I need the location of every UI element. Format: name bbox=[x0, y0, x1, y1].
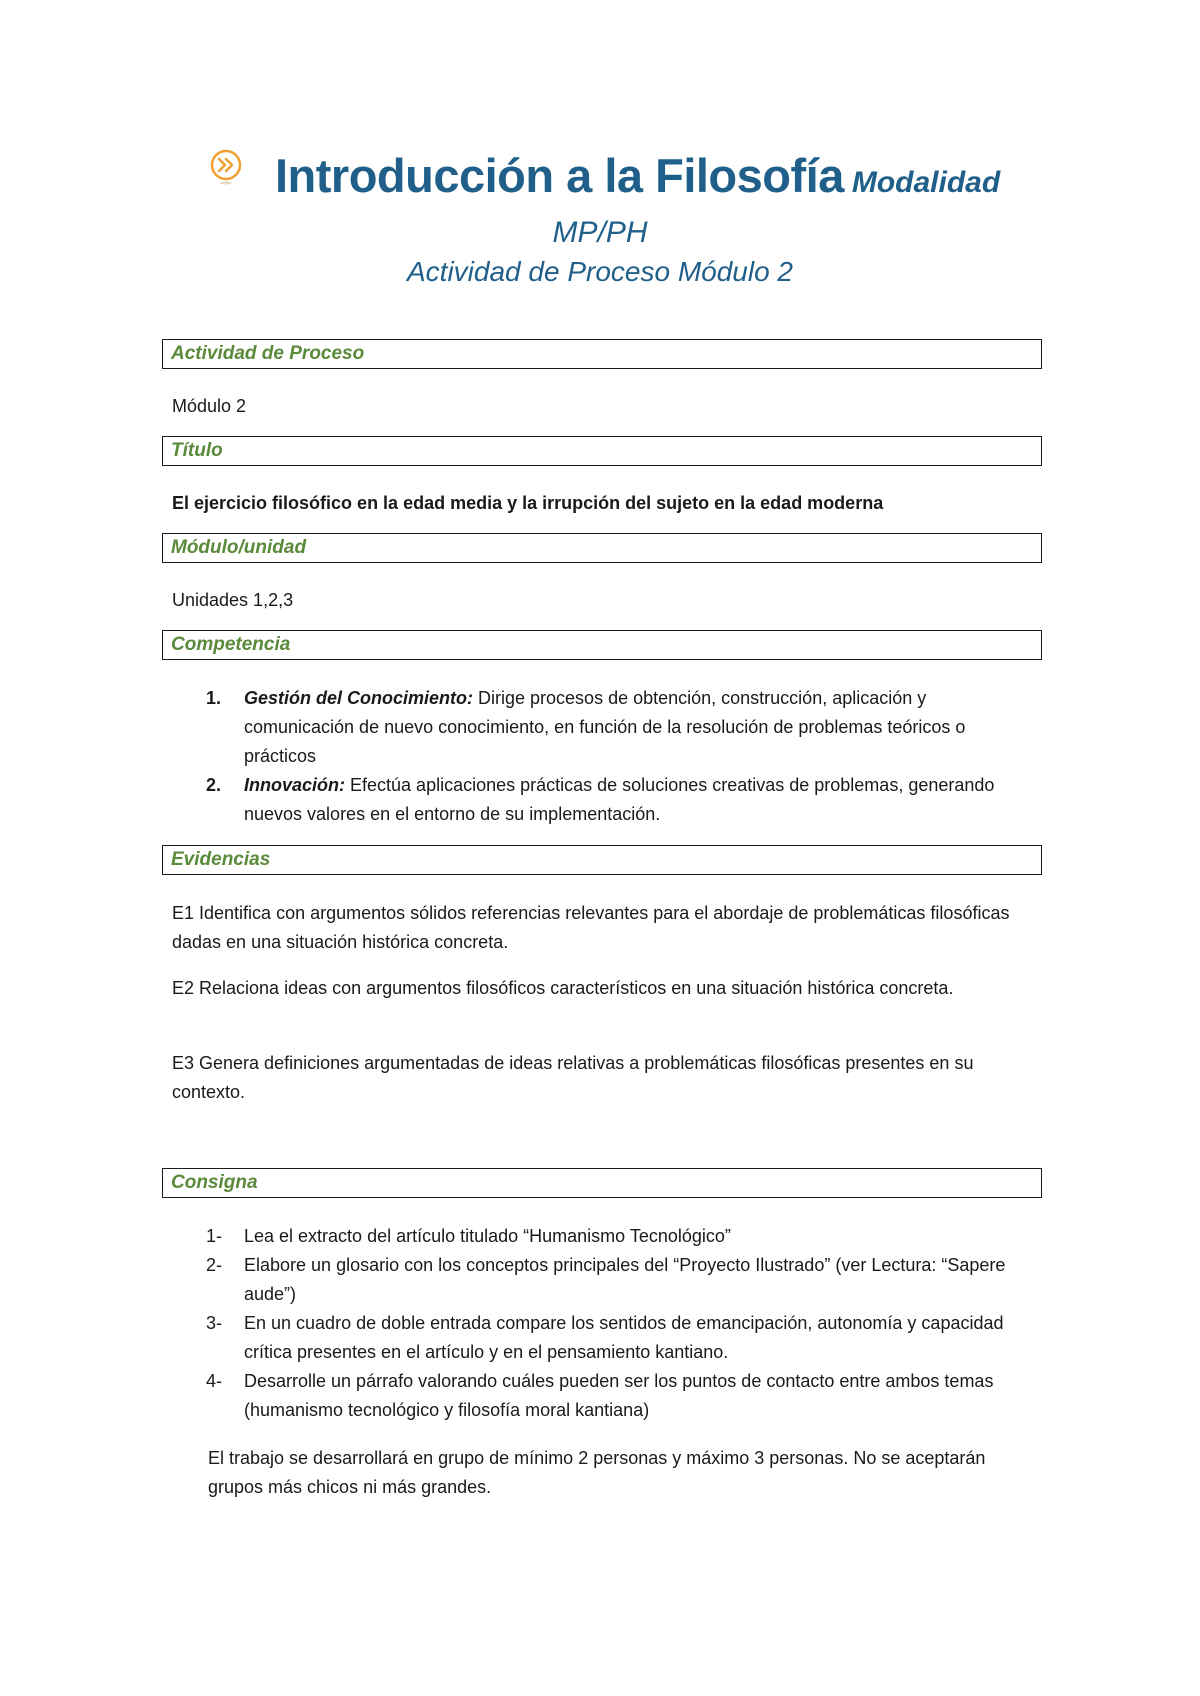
list-number: 4- bbox=[206, 1371, 223, 1391]
section-header-modulo bbox=[162, 533, 1042, 563]
section-value-actividad: Módulo 2 bbox=[172, 396, 247, 416]
page-title bbox=[275, 148, 1075, 203]
evidence-item: E2 Relaciona ideas con argumentos filosóficos característicos en una situación histórica concreta. bbox=[172, 978, 954, 998]
section-label: Competencia bbox=[171, 634, 291, 655]
list-item bbox=[206, 684, 1026, 771]
section-header-consigna bbox=[162, 1168, 1042, 1198]
consigna-text: Desarrolle un párrafo valorando cuáles pueden ser los puntos de contacto entre ambos temas (humanismo tecnológico y filosofía moral kantiana) bbox=[244, 1371, 994, 1420]
list-item bbox=[206, 1309, 1026, 1367]
competencia-list bbox=[206, 684, 1026, 829]
section-label: Evidencias bbox=[171, 849, 271, 870]
list-item bbox=[206, 771, 1026, 829]
competencia-text: Efectúa aplicaciones prácticas de soluciones creativas de problemas, generando nuevos valores en el entorno de su implementación. bbox=[244, 775, 995, 824]
list-number: 2- bbox=[206, 1255, 223, 1275]
consigna-text: Elabore un glosario con los conceptos principales del “Proyecto Ilustrado” (ver Lectura: “Sapere aude”) bbox=[244, 1255, 1006, 1304]
page-subtitle: Actividad de Proceso Módulo 2 bbox=[407, 256, 793, 287]
section-label: Consigna bbox=[171, 1172, 258, 1193]
section-label: Módulo/unidad bbox=[171, 537, 307, 558]
list-number: 3- bbox=[206, 1313, 223, 1333]
section-header-actividad bbox=[162, 339, 1042, 369]
section-value-titulo: El ejercicio filosófico en la edad media y la irrupción del sujeto en la edad moderna bbox=[172, 493, 884, 513]
list-item bbox=[206, 1367, 1026, 1425]
list-number: 1- bbox=[206, 1226, 223, 1246]
evidence-item: E3 Genera definiciones argumentadas de ideas relativas a problemáticas filosóficas presentes en su contexto. bbox=[172, 1053, 974, 1102]
competencia-term: Gestión del Conocimiento: bbox=[244, 688, 474, 708]
competencia-term: Innovación: bbox=[244, 775, 346, 795]
section-value-modulo: Unidades 1,2,3 bbox=[172, 590, 294, 610]
section-label: Actividad de Proceso bbox=[171, 343, 365, 364]
section-header-competencia bbox=[162, 630, 1042, 660]
section-label: Título bbox=[171, 440, 223, 461]
consigna-list bbox=[206, 1222, 1026, 1425]
consigna-text: Lea el extracto del artículo titulado “Humanismo Tecnológico” bbox=[244, 1226, 731, 1246]
consigna-text: En un cuadro de doble entrada compare los sentidos de emancipación, autonomía y capacidad crítica presentes en el artículo y en el pensamiento kantiano. bbox=[244, 1313, 1004, 1362]
evidence-item: E1 Identifica con argumentos sólidos referencias relevantes para el abordaje de problemáticas filosóficas dadas en una situación histórica concreta. bbox=[172, 903, 1010, 952]
consigna-note: El trabajo se desarrollará en grupo de mínimo 2 personas y máximo 3 personas. No se aceptarán grupos más chicos ni más grandes. bbox=[208, 1448, 986, 1497]
list-item bbox=[206, 1251, 1026, 1309]
list-item bbox=[206, 1222, 1026, 1251]
title-main: Introducción a la Filosofía bbox=[275, 149, 844, 202]
list-number: 2. bbox=[206, 775, 222, 795]
section-header-evidencias bbox=[162, 845, 1042, 875]
competencia-text: Dirige procesos de obtención, construcción, aplicación y comunicación de nuevo conocimiento, en función de la resolución de problemas teóricos o prácticos bbox=[244, 688, 966, 766]
title-modalidad: Modalidad bbox=[851, 166, 1001, 199]
list-number: 1. bbox=[206, 688, 222, 708]
title-mode: MP/PH bbox=[552, 216, 648, 249]
section-header-titulo bbox=[162, 436, 1042, 466]
double-chevron-right-icon bbox=[207, 148, 245, 186]
